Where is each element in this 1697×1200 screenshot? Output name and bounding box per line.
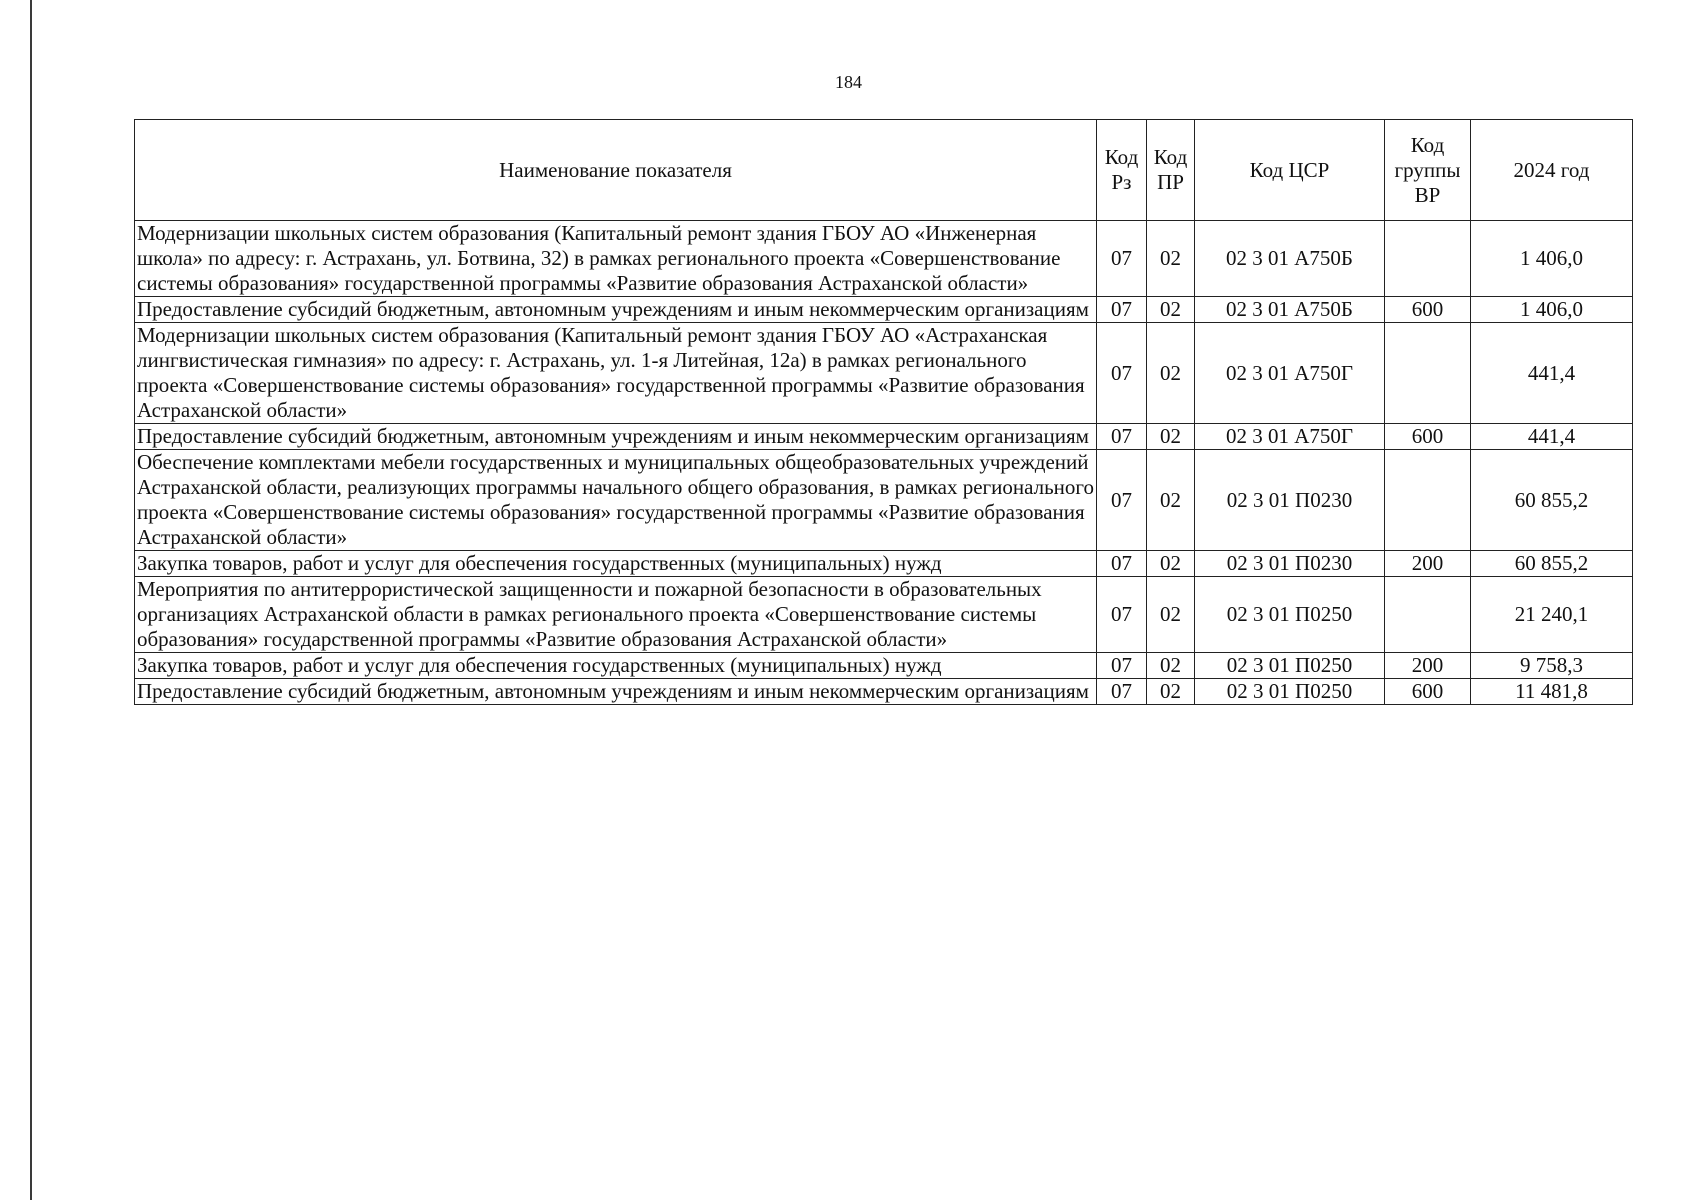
cell-name: Обеспечение комплектами мебели государственных и муниципальных общеобразовательных учреждений Астраханской области, реализующих программы начального общего образования, в рамках регионального проекта «Совершенствование системы образования» государственной программы «Развитие образования Астраханской области» — [135, 450, 1097, 551]
header-indicator-name: Наименование показателя — [135, 120, 1097, 221]
cell-csr: 02 3 01 А750Б — [1195, 221, 1385, 297]
cell-csr: 02 3 01 П0250 — [1195, 679, 1385, 705]
cell-pr: 02 — [1147, 653, 1195, 679]
cell-vr: 600 — [1385, 297, 1471, 323]
cell-name: Закупка товаров, работ и услуг для обеспечения государственных (муниципальных) нужд — [135, 653, 1097, 679]
cell-amount: 441,4 — [1471, 424, 1633, 450]
cell-pr: 02 — [1147, 577, 1195, 653]
cell-pr: 02 — [1147, 551, 1195, 577]
cell-vr: 200 — [1385, 653, 1471, 679]
cell-amount: 441,4 — [1471, 323, 1633, 424]
cell-amount: 1 406,0 — [1471, 297, 1633, 323]
cell-name: Предоставление субсидий бюджетным, автономным учреждениям и иным некоммерческим организациям — [135, 679, 1097, 705]
cell-amount: 60 855,2 — [1471, 450, 1633, 551]
header-csr-code: Код ЦСР — [1195, 120, 1385, 221]
table-row — [135, 679, 1633, 705]
cell-csr: 02 3 01 П0250 — [1195, 653, 1385, 679]
cell-rz: 07 — [1097, 424, 1147, 450]
cell-vr: 600 — [1385, 424, 1471, 450]
cell-name: Модернизации школьных систем образования (Капитальный ремонт здания ГБОУ АО «Астраханская лингвистическая гимназия» по адресу: г. Астрахань, ул. 1-я Литейная, 12а) в рамках регионального проекта «Совершенствование системы образования» государственной программы «Развитие образования Астраханской области» — [135, 323, 1097, 424]
header-year-2024: 2024 год — [1471, 120, 1633, 221]
budget-table — [134, 119, 1633, 705]
cell-pr: 02 — [1147, 450, 1195, 551]
cell-rz: 07 — [1097, 577, 1147, 653]
cell-amount: 1 406,0 — [1471, 221, 1633, 297]
cell-csr: 02 3 01 П0250 — [1195, 577, 1385, 653]
table-row — [135, 297, 1633, 323]
cell-name: Модернизации школьных систем образования (Капитальный ремонт здания ГБОУ АО «Инженерная школа» по адресу: г. Астрахань, ул. Ботвина, 32) в рамках регионального проекта «Совершенствование системы образования» государственной программы «Развитие образования Астраханской области» — [135, 221, 1097, 297]
table-row — [135, 551, 1633, 577]
cell-csr: 02 3 01 А750Г — [1195, 424, 1385, 450]
cell-vr: 600 — [1385, 679, 1471, 705]
cell-rz: 07 — [1097, 323, 1147, 424]
cell-pr: 02 — [1147, 297, 1195, 323]
binding-edge-line — [30, 0, 32, 1200]
table-row — [135, 323, 1633, 424]
cell-vr — [1385, 450, 1471, 551]
table-row — [135, 221, 1633, 297]
cell-pr: 02 — [1147, 323, 1195, 424]
page-number: 184 — [835, 72, 862, 92]
header-vr-group-code: Код группы ВР — [1385, 120, 1471, 221]
header-pr-code: Код ПР — [1147, 120, 1195, 221]
cell-csr: 02 3 01 А750Г — [1195, 323, 1385, 424]
table-row — [135, 450, 1633, 551]
cell-pr: 02 — [1147, 679, 1195, 705]
cell-rz: 07 — [1097, 221, 1147, 297]
header-rz-code: Код Рз — [1097, 120, 1147, 221]
cell-csr: 02 3 01 А750Б — [1195, 297, 1385, 323]
cell-pr: 02 — [1147, 221, 1195, 297]
cell-amount: 11 481,8 — [1471, 679, 1633, 705]
cell-rz: 07 — [1097, 679, 1147, 705]
cell-amount: 9 758,3 — [1471, 653, 1633, 679]
cell-rz: 07 — [1097, 450, 1147, 551]
cell-vr: 200 — [1385, 551, 1471, 577]
cell-name: Предоставление субсидий бюджетным, автономным учреждениям и иным некоммерческим организациям — [135, 424, 1097, 450]
cell-amount: 60 855,2 — [1471, 551, 1633, 577]
table-header-row — [135, 120, 1633, 221]
cell-name: Мероприятия по антитеррористической защищенности и пожарной безопасности в образовательных организациях Астраханской области в рамках регионального проекта «Совершенствование системы образования» государственной программы «Развитие образования Астраханской области» — [135, 577, 1097, 653]
cell-name: Закупка товаров, работ и услуг для обеспечения государственных (муниципальных) нужд — [135, 551, 1097, 577]
cell-pr: 02 — [1147, 424, 1195, 450]
cell-csr: 02 3 01 П0230 — [1195, 450, 1385, 551]
cell-rz: 07 — [1097, 653, 1147, 679]
cell-vr — [1385, 221, 1471, 297]
cell-csr: 02 3 01 П0230 — [1195, 551, 1385, 577]
cell-rz: 07 — [1097, 551, 1147, 577]
cell-vr — [1385, 577, 1471, 653]
cell-amount: 21 240,1 — [1471, 577, 1633, 653]
cell-name: Предоставление субсидий бюджетным, автономным учреждениям и иным некоммерческим организациям — [135, 297, 1097, 323]
cell-rz: 07 — [1097, 297, 1147, 323]
table-row — [135, 577, 1633, 653]
table-row — [135, 653, 1633, 679]
table-row — [135, 424, 1633, 450]
cell-vr — [1385, 323, 1471, 424]
